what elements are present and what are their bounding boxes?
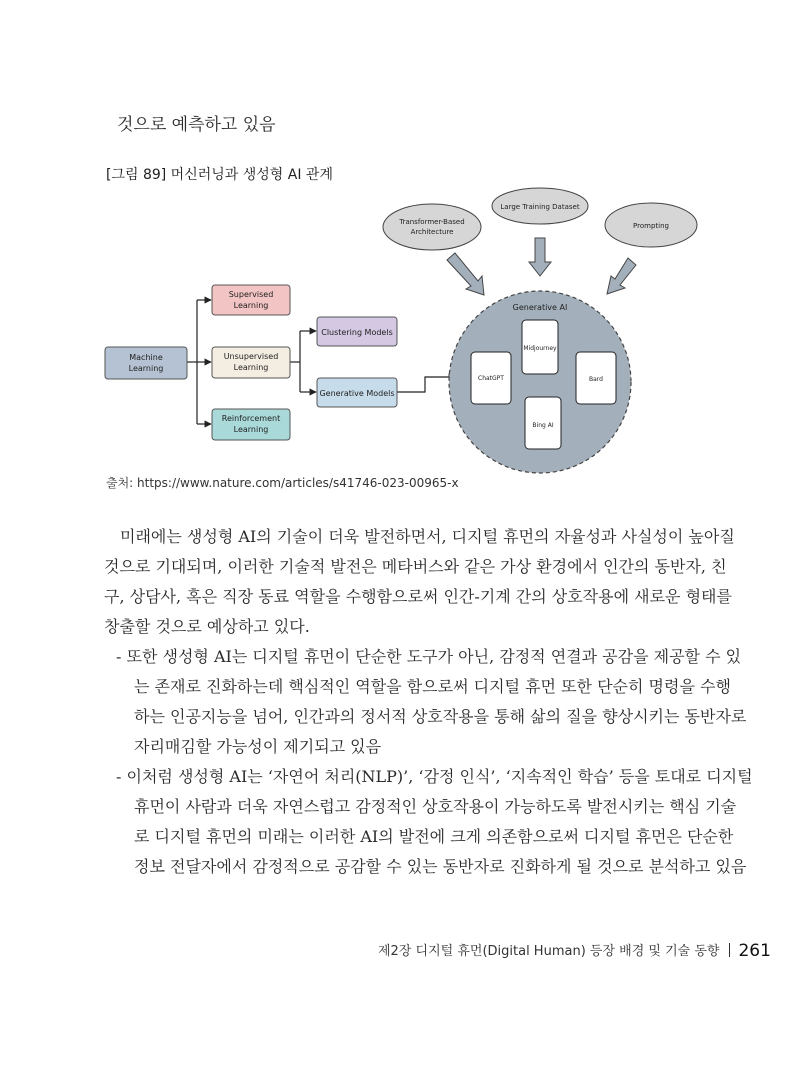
arrow-from-prompting <box>607 258 636 294</box>
unsupervised-label-1: Unsupervised <box>223 352 279 361</box>
machine-learning-label-1: Machine <box>129 353 163 362</box>
dataset-label: Large Training Dataset <box>500 203 580 211</box>
chatgpt-label: ChatGPT <box>478 375 504 382</box>
main-paragraph <box>104 522 735 642</box>
prompting-label: Prompting <box>633 222 669 230</box>
body-text <box>104 522 753 882</box>
figure-caption: [그림 89] 머신러닝과 생성형 AI 관계 <box>106 167 333 183</box>
unsupervised-label-2: Learning <box>233 363 269 372</box>
midjourney-label: Midjourney <box>523 345 557 352</box>
paragraph-line: 창출할 것으로 예상하고 있다. <box>104 617 310 636</box>
supervised-label-2: Learning <box>233 301 269 310</box>
figure-source: 출처: https://www.nature.com/articles/s41746-023-00965-x <box>106 476 459 490</box>
bullet-line: 는 존재로 진화하는데 핵심적인 역할을 함으로써 디지털 휴먼 또한 단순히 명령을 수행 <box>134 677 731 696</box>
intro-line: 것으로 예측하고 있음 <box>117 115 276 135</box>
page-footer <box>378 940 771 961</box>
paragraph-line: 것으로 기대되며, 이러한 기술적 발전은 메타버스와 같은 가상 환경에서 인간의 동반자, 친 <box>104 557 727 576</box>
arrow-from-transformer <box>447 253 484 295</box>
arrow-from-dataset <box>529 238 551 276</box>
transformer-label-2: Architecture <box>410 228 454 236</box>
bullet-line: - 또한 생성형 AI는 디지털 휴먼이 단순한 도구가 아닌, 감정적 연결과 공감을 제공할 수 있 <box>116 647 742 666</box>
bullet-line: 정보 전달자에서 감정적으로 공감할 수 있는 동반자로 진화하게 될 것으로 분석하고 있음 <box>134 857 747 876</box>
paragraph-line: 구, 상담사, 혹은 직장 동료 역할을 수행함으로써 인간-기계 간의 상호작용에 새로운 형태를 <box>104 587 732 606</box>
bullet-line: - 이처럼 생성형 AI는 ‘자연어 처리(NLP)’, ‘감정 인식’, ‘지속적인 학습’ 등을 토대로 디지털 <box>116 767 753 786</box>
machine-learning-label-2: Learning <box>128 364 164 373</box>
bullet-line: 하는 인공지능을 넘어, 인간과의 정서적 상호작용을 통해 삶의 질을 향상시키는 동반자로 <box>134 707 747 726</box>
page-number: 261 <box>738 941 771 961</box>
bullet-line: 휴먼이 사람과 더욱 자연스럽고 감정적인 상호작용이 가능하도록 발전시키는 핵심 기술 <box>134 797 737 816</box>
bing-label: Bing AI <box>532 422 554 429</box>
reinforcement-label-1: Reinforcement <box>221 414 281 423</box>
bard-label: Bard <box>589 376 603 383</box>
paragraph-line: 미래에는 생성형 AI의 기술이 더욱 발전하면서, 디지털 휴먼의 자율성과 사실성이 높아질 <box>120 527 735 546</box>
generative-models-label: Generative Models <box>319 389 395 398</box>
bullet-line: 로 디지털 휴먼의 미래는 이러한 AI의 발전에 크게 의존함으로써 디지털 휴먼은 단순한 <box>134 827 734 846</box>
bullet-line: 자리매김할 가능성이 제기되고 있음 <box>134 737 382 756</box>
bullet-item <box>104 762 753 882</box>
bullet-item <box>104 642 747 762</box>
transformer-label-1: Transformer-Based <box>399 218 465 226</box>
ml-genai-diagram <box>100 180 669 470</box>
transformer-ellipse <box>383 204 481 250</box>
footer-divider <box>729 943 730 957</box>
supervised-label-1: Supervised <box>228 290 274 299</box>
machine-learning-box <box>105 347 187 379</box>
generative-ai-label: Generative AI <box>512 303 568 312</box>
chapter-title: 제2장 디지털 휴먼(Digital Human) 등장 배경 및 기술 동향 <box>378 944 720 959</box>
clustering-models-label: Clustering Models <box>321 328 393 337</box>
reinforcement-label-2: Learning <box>233 425 269 434</box>
